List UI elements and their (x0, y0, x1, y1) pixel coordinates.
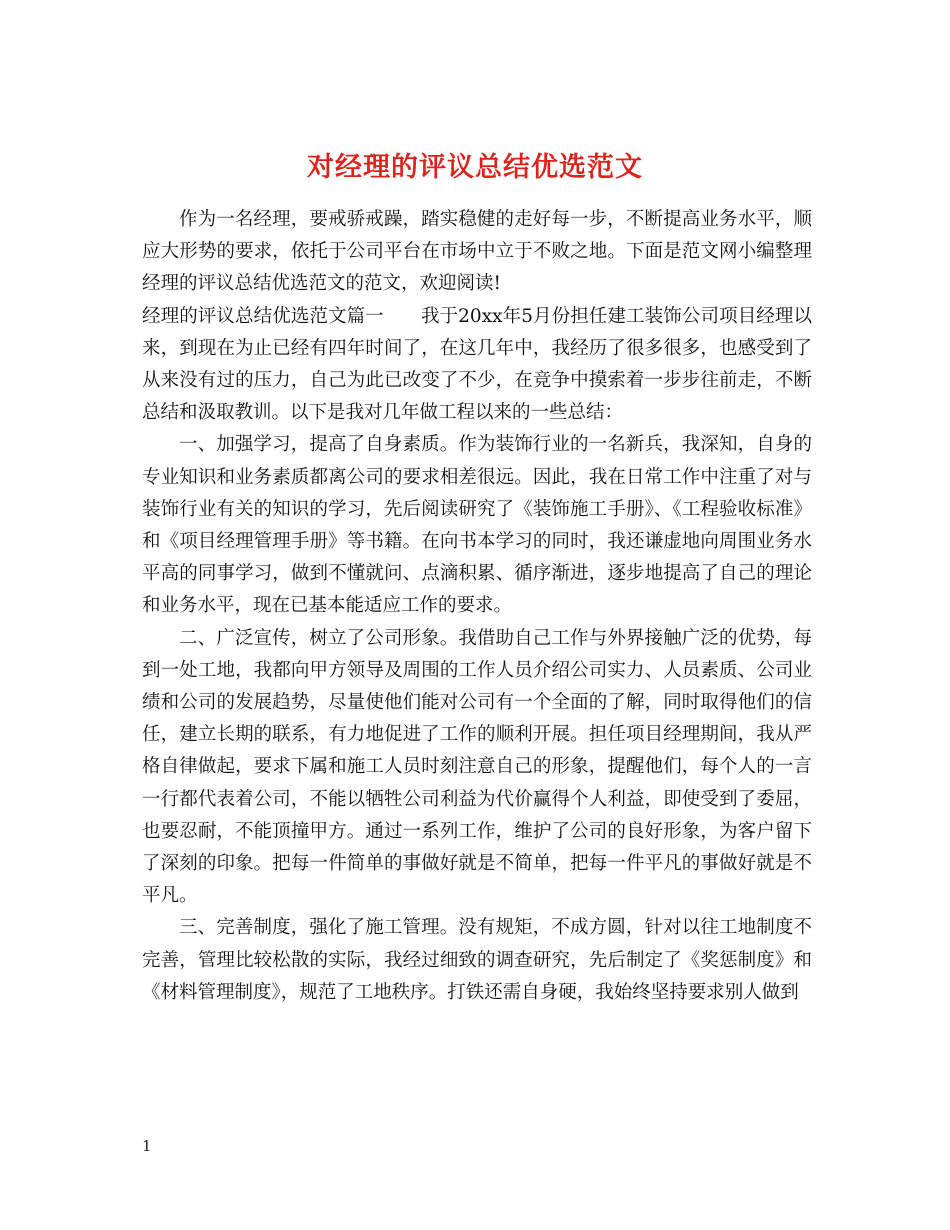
publicity-paragraph: 二、广泛宣传，树立了公司形象。我借助自己工作与外界接触广泛的优势，每到一处工地，我都向甲方领导及周围的工作人员介绍公司实力、人员素质、公司业绩和公司的发展趋势，尽量使他们能对公司有一个全面的了解，同时取得他们的信任，建立长期的联系，有力地促进了工作的顺利开展。担任项目经理期间，我从严格自律做起，要求下属和施工人员时刻注意自己的形象，提醒他们，每个人的一言一行都代表着公司，不能以牺牲公司利益为代价赢得个人利益，即使受到了委屈，也要忍耐，不能顶撞甲方。通过一系列工作，维护了公司的良好形象，为客户留下了深刻的印象。把每一件简单的事做好就是不简单，把每一件平凡的事做好就是不平凡。 (142, 627, 812, 907)
study-paragraph: 一、加强学习，提高了自身素质。作为装饰行业的一名新兵，我深知，自身的专业知识和业务素质都离公司的要求相差很远。因此，我在日常工作中注重了对与装饰行业有关的知识的学习，先后阅读研究了《装饰施工手册》、《工程验收标准》和《项目经理管理手册》等书籍。在向书本学习的同时，我还谦虚地向周围业务水平高的同事学习，做到不懂就问、点滴积累、循序渐进，逐步地提高了自己的理论和业务水平，现在已基本能适应工作的要求。 (142, 434, 812, 617)
page-number: 1 (142, 1137, 152, 1155)
management-paragraph: 三、完善制度，强化了施工管理。没有规矩，不成方圆，针对以往工地制度不完善，管理比较松散的实际，我经过细致的调查研究，先后制定了《奖惩制度》和《材料管理制度》，规范了工地秩序。打铁还需自身硬，我始终坚持要求别人做到 (142, 917, 812, 1003)
document-title: 对经理的评议总结优选范文 (307, 152, 643, 184)
section-one-paragraph: 经理的评议总结优选范文篇一 我于20xx年5月份担任建工装饰公司项目经理以来，到现在为止已经有四年时间了，在这几年中，我经历了很多很多，也感受到了从来没有过的压力，自己为此已改变了不少，在竞争中摸索着一步步往前走，不断总结和汲取教训。以下是我对几年做工程以来的一些总结： (142, 305, 812, 424)
intro-paragraph: 作为一名经理，要戒骄戒躁，踏实稳健的走好每一步，不断提高业务水平，顺应大形势的要求，依托于公司平台在市场中立于不败之地。下面是范文网小编整理经理的评议总结优选范文的范文，欢迎阅读! (142, 209, 812, 295)
document-body (142, 204, 812, 1009)
